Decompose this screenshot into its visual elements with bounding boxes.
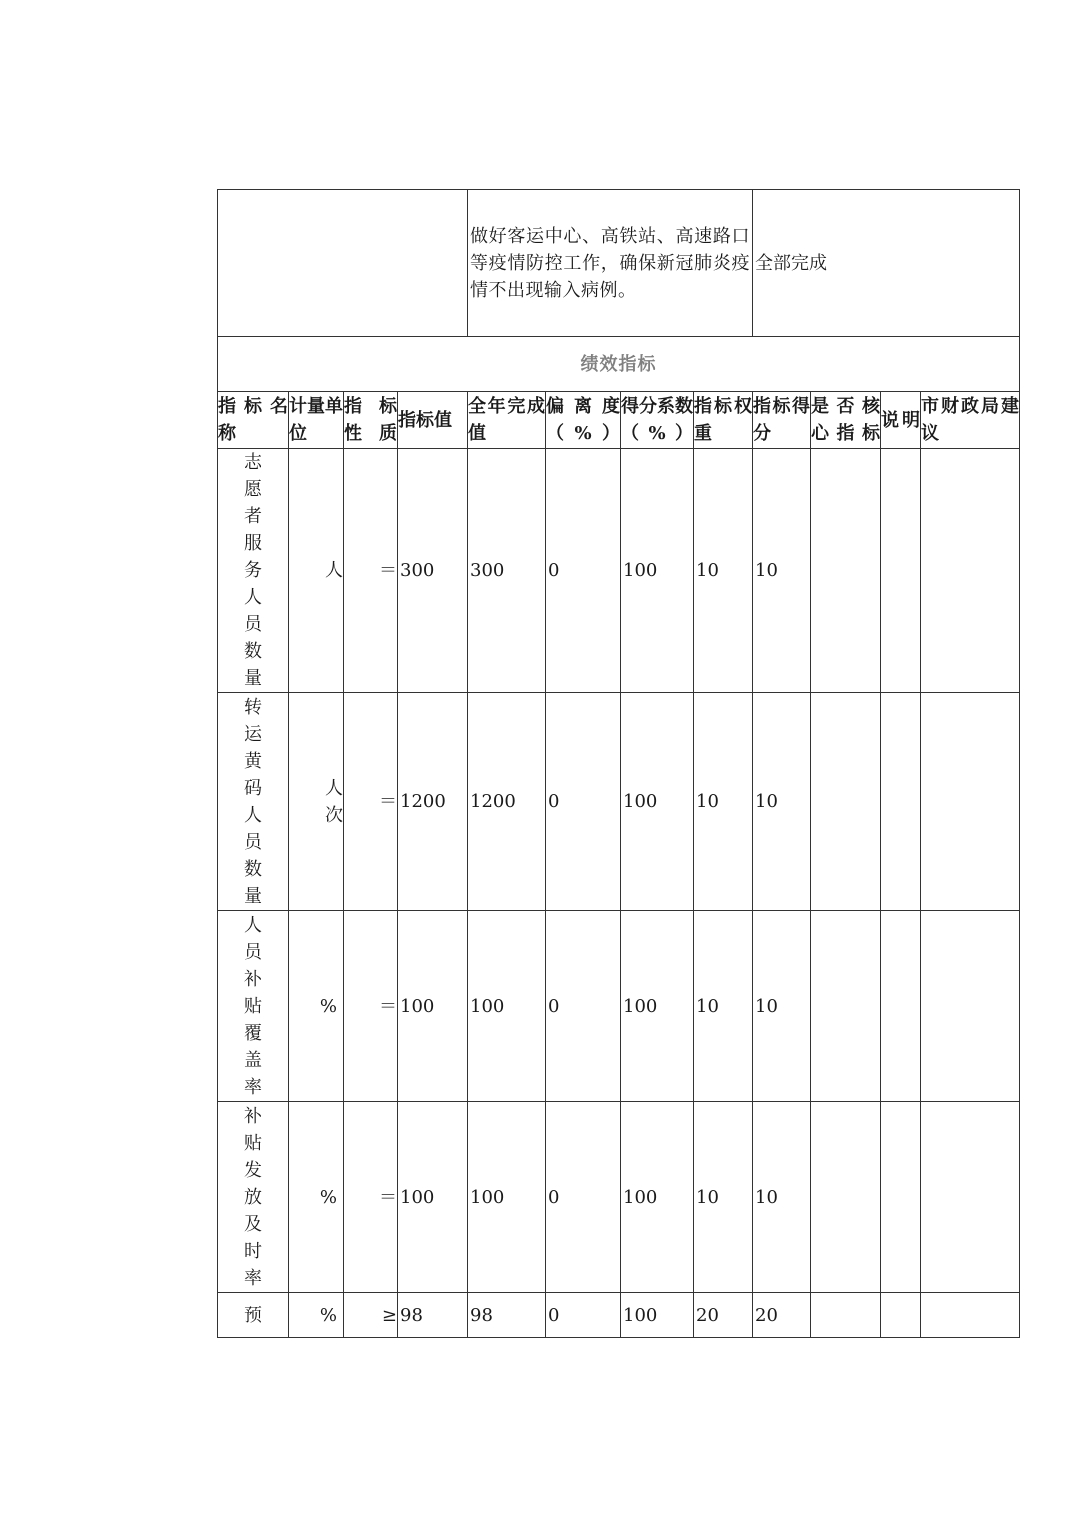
coefficient-cell: 100: [621, 911, 694, 1102]
target-value-cell: 98: [398, 1293, 468, 1338]
target-value-cell: 100: [398, 911, 468, 1102]
unit-char: 次: [325, 804, 343, 826]
goal-target-text: 做好客运中心、高铁站、高速路口等疫情防控工作，确保新冠肺炎疫情不出现输入病例。: [468, 190, 753, 337]
indicator-name-char: 数: [244, 858, 262, 880]
target-value-cell: 100: [398, 1102, 468, 1293]
nature-cell: ≥: [344, 1293, 398, 1338]
indicator-name-char: 运: [244, 723, 262, 745]
is-core-cell: [811, 449, 881, 693]
unit-cell: [289, 1293, 344, 1338]
header-nature: 指标性质: [344, 392, 398, 449]
header-score: 指标得分: [753, 392, 811, 449]
weight-cell: 20: [694, 1293, 753, 1338]
score-cell: 10: [753, 693, 811, 911]
indicator-name-char: 量: [244, 668, 262, 689]
suggestion-cell: [921, 1293, 1020, 1338]
indicator-name-char: 覆: [244, 1022, 262, 1044]
indicator-name-char: 人: [244, 914, 262, 936]
indicator-name-char: 盖: [244, 1049, 262, 1071]
indicator-name-char: 发: [244, 1159, 262, 1181]
header-deviation: 偏离度（%）: [546, 392, 621, 449]
indicator-name-char: 服: [244, 533, 262, 554]
indicator-name-cell: [218, 693, 289, 911]
indicator-name-char: 预: [244, 1304, 262, 1326]
indicator-name-char: 者: [244, 506, 262, 527]
header-unit: 计量单位: [289, 392, 344, 449]
indicator-name-char: 码: [244, 777, 262, 799]
header-note: 说明: [881, 392, 921, 449]
deviation-cell: 0: [546, 693, 621, 911]
is-core-cell: [811, 911, 881, 1102]
suggestion-cell: [921, 1102, 1020, 1293]
unit-char: %: [319, 995, 337, 1017]
unit-char: 人: [325, 560, 343, 581]
score-cell: 20: [753, 1293, 811, 1338]
note-cell: [881, 693, 921, 911]
indicator-name-char: 时: [244, 1240, 262, 1262]
section-title-row: [218, 337, 1020, 392]
indicator-name-char: 黄: [244, 750, 262, 772]
header-row: [218, 392, 1020, 449]
actual-value-cell: 1200: [468, 693, 546, 911]
nature-cell: ＝: [344, 449, 398, 693]
header-target-value: 指标值: [398, 392, 468, 449]
header-finance-suggestion: 市财政局建议: [921, 392, 1020, 449]
deviation-cell: 0: [546, 1293, 621, 1338]
unit-char: %: [319, 1304, 337, 1326]
header-is-core: 是否核心指标: [811, 392, 881, 449]
is-core-cell: [811, 693, 881, 911]
actual-value-cell: 300: [468, 449, 546, 693]
indicator-name-char: 务: [244, 560, 262, 581]
performance-table: [217, 189, 1020, 1338]
target-value-cell: 1200: [398, 693, 468, 911]
indicator-name-cell: [218, 1102, 289, 1293]
unit-cell: [289, 693, 344, 911]
coefficient-cell: 100: [621, 1293, 694, 1338]
indicator-name-char: 量: [244, 885, 262, 907]
is-core-cell: [811, 1293, 881, 1338]
coefficient-cell: 100: [621, 1102, 694, 1293]
score-cell: 10: [753, 1102, 811, 1293]
unit-char: 人: [325, 777, 343, 799]
goal-row: [218, 190, 1020, 337]
table-row: [218, 449, 1020, 693]
table-row: [218, 693, 1020, 911]
note-cell: [881, 911, 921, 1102]
header-weight: 指标权重: [694, 392, 753, 449]
indicator-name-char: 率: [244, 1267, 262, 1289]
section-title: 绩效指标: [218, 337, 1020, 392]
indicator-name-char: 转: [244, 696, 262, 718]
indicator-name-char: 志: [244, 452, 262, 473]
nature-cell: ＝: [344, 1102, 398, 1293]
nature-cell: ＝: [344, 693, 398, 911]
actual-value-cell: 98: [468, 1293, 546, 1338]
indicator-name-char: 员: [244, 614, 262, 635]
header-annual-actual: 全年完成值: [468, 392, 546, 449]
indicator-name-char: 补: [244, 1105, 262, 1127]
deviation-cell: 0: [546, 911, 621, 1102]
indicator-name-char: 愿: [244, 479, 262, 500]
indicator-name-char: 员: [244, 831, 262, 853]
score-cell: 10: [753, 911, 811, 1102]
actual-value-cell: 100: [468, 911, 546, 1102]
weight-cell: 10: [694, 449, 753, 693]
nature-cell: ＝: [344, 911, 398, 1102]
goal-completion-text: 全部完成: [753, 190, 1020, 337]
unit-cell: [289, 449, 344, 693]
weight-cell: 10: [694, 1102, 753, 1293]
table-row: [218, 911, 1020, 1102]
indicator-name-char: 及: [244, 1213, 262, 1235]
score-cell: 10: [753, 449, 811, 693]
suggestion-cell: [921, 449, 1020, 693]
unit-cell: [289, 1102, 344, 1293]
indicator-name-char: 率: [244, 1076, 262, 1098]
is-core-cell: [811, 1102, 881, 1293]
coefficient-cell: 100: [621, 693, 694, 911]
unit-cell: [289, 911, 344, 1102]
weight-cell: 10: [694, 693, 753, 911]
note-cell: [881, 1102, 921, 1293]
coefficient-cell: 100: [621, 449, 694, 693]
indicator-name-char: 放: [244, 1186, 262, 1208]
deviation-cell: 0: [546, 1102, 621, 1293]
target-value-cell: 300: [398, 449, 468, 693]
goal-blank-cell: [218, 190, 468, 337]
header-score-coefficient: 得分系数（%）: [621, 392, 694, 449]
suggestion-cell: [921, 693, 1020, 911]
indicator-name-cell: [218, 911, 289, 1102]
indicator-name-char: 人: [244, 587, 262, 608]
note-cell: [881, 1293, 921, 1338]
note-cell: [881, 449, 921, 693]
indicator-name-char: 补: [244, 968, 262, 990]
actual-value-cell: 100: [468, 1102, 546, 1293]
indicator-name-char: 人: [244, 804, 262, 826]
deviation-cell: 0: [546, 449, 621, 693]
suggestion-cell: [921, 911, 1020, 1102]
indicator-name-char: 数: [244, 641, 262, 662]
table-row: [218, 1293, 1020, 1338]
indicator-name-cell: [218, 449, 289, 693]
indicator-name-char: 贴: [244, 1132, 262, 1154]
indicator-name-cell: [218, 1293, 289, 1338]
weight-cell: 10: [694, 911, 753, 1102]
unit-char: %: [319, 1186, 337, 1208]
indicator-name-char: 员: [244, 941, 262, 963]
indicator-name-char: 贴: [244, 995, 262, 1017]
table-row: [218, 1102, 1020, 1293]
header-indicator-name: 指标名称: [218, 392, 289, 449]
